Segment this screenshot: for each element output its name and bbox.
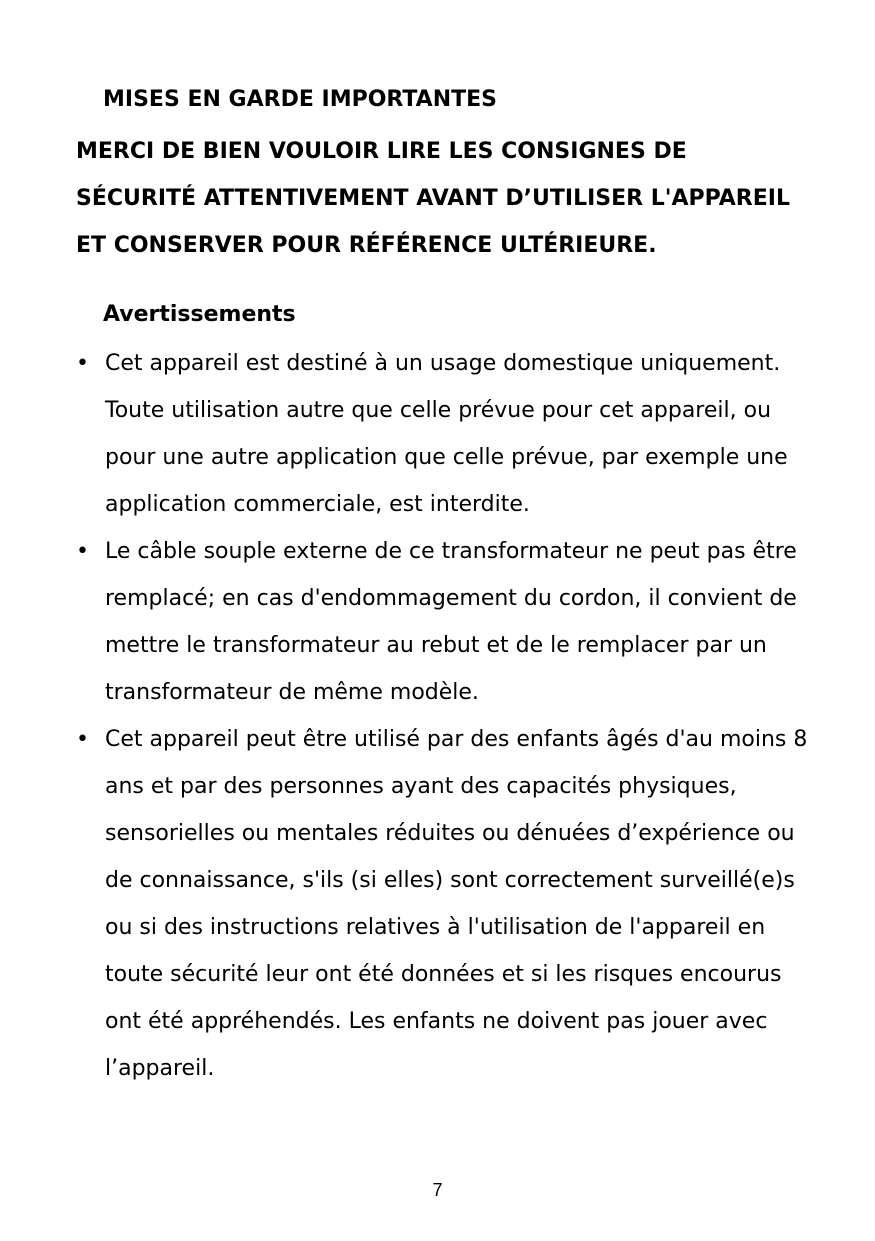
bullet-marker: • bbox=[76, 727, 89, 752]
bullet-marker: • bbox=[76, 351, 89, 376]
notice-line: ET CONSERVER POUR RÉFÉRENCE ULTÉRIEURE. bbox=[76, 233, 657, 258]
list-item bbox=[76, 716, 816, 1092]
list-item bbox=[76, 340, 816, 528]
safety-notice bbox=[76, 128, 816, 269]
list-item bbox=[76, 528, 816, 716]
list-item-text: Cet appareil peut être utilisé par des enfants âgés d'au moins 8 ans et par des personnes ayant des capacités physiques, sensorielles ou mentales réduites ou dénuées d’expérience ou de connaissance, s'ils (si elles) sont correctement surveillé(e)s ou si des instructions relatives à l'utilisation de l'appareil en toute sécurité leur ont été données et si les risques encourus ont été appréhendés. Les enfants ne doivent pas jouer avec l’appareil. bbox=[105, 727, 808, 1081]
list-item-text: Le câble souple externe de ce transformateur ne peut pas être remplacé; en cas d'endommagement du cordon, il convient de mettre le transformateur au rebut et de le remplacer par un transformateur de même modèle. bbox=[105, 539, 797, 705]
warnings-list bbox=[76, 340, 816, 1092]
bullet-marker: • bbox=[76, 539, 89, 564]
section-heading: MISES EN GARDE IMPORTANTES bbox=[103, 87, 498, 112]
notice-line: MERCI DE BIEN VOULOIR LIRE LES CONSIGNES DE bbox=[76, 139, 687, 164]
warnings-subheading: Avertissements bbox=[103, 302, 296, 327]
page-number: 7 bbox=[432, 1180, 443, 1200]
list-item-text: Cet appareil est destiné à un usage domestique uniquement. Toute utilisation autre que celle prévue pour cet appareil, ou pour une autre application que celle prévue, par exemple une application commerciale, est interdite. bbox=[105, 351, 788, 517]
notice-line: SÉCURITÉ ATTENTIVEMENT AVANT D’UTILISER L'APPAREIL bbox=[76, 186, 790, 211]
